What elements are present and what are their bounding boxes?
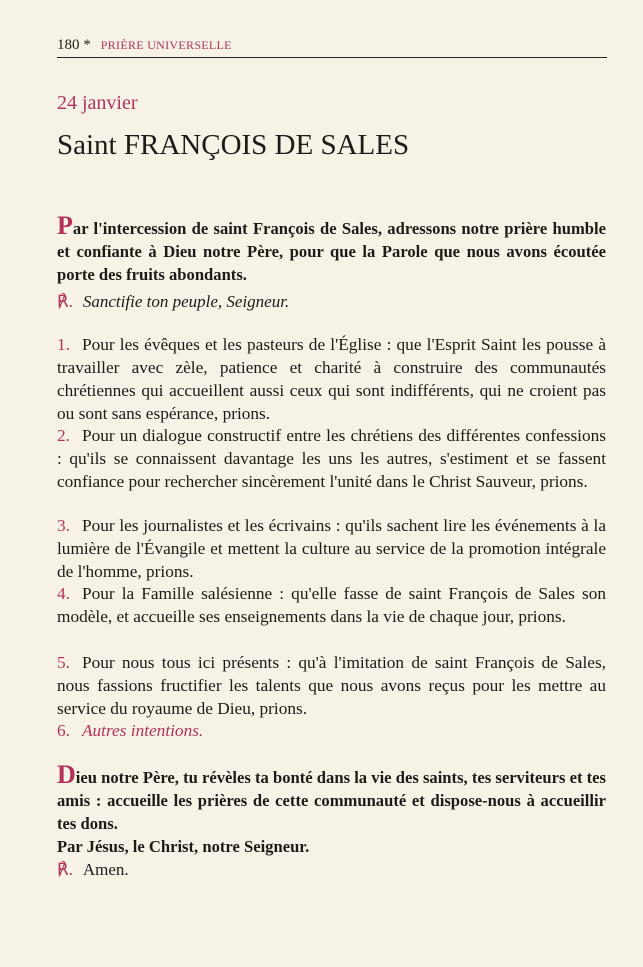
intention-number: 6. (57, 721, 70, 740)
intention-text: Pour les évêques et les pasteurs de l'Église : que l'Esprit Saint les pousse à travailler avec zèle, patience et charité à construire des communautés chrétiennes qui accueillent aussi ceux qui sont indifférents, qui ne croient pas ou sont sans espérance, prions. (57, 335, 606, 423)
refrain (57, 290, 606, 313)
running-header (57, 36, 607, 54)
response-symbol: ℟. (57, 292, 73, 311)
section-title: PRIÈRE UNIVERSELLE (100, 38, 232, 52)
header-rule (57, 57, 607, 58)
intro-initial: P (57, 211, 73, 240)
page-number: 180 * (57, 37, 91, 53)
concluding-prayer (57, 760, 606, 858)
intention-1 (57, 333, 606, 425)
intention-text: Pour la Famille salésienne : qu'elle fasse de saint François de Sales son modèle, et accueille ses enseignements dans la vie de chaque jour, prions. (57, 584, 606, 626)
intention-number: 4. (57, 584, 70, 603)
intention-3 (57, 514, 606, 583)
conclusion-ending: Par Jésus, le Christ, notre Seigneur. (57, 837, 310, 856)
conclusion-text: ieu notre Père, tu révèles ta bonté dans la vie des saints, tes serviteurs et tes amis : accueille les prières de cette communauté et dispose-nous à accueillir tes dons. (57, 768, 606, 833)
final-response (57, 858, 606, 881)
intention-text: Pour les journalistes et les écrivains : qu'ils sachent lire les événements à la lumière de l'Évangile et mettent la culture au service de la promotion intégrale de l'homme, prions. (57, 516, 606, 581)
intention-number: 1. (57, 335, 70, 354)
intention-5 (57, 651, 606, 720)
intention-text: Autres intentions. (81, 721, 204, 740)
intention-2 (57, 424, 606, 493)
intention-6 (57, 719, 606, 742)
conclusion-initial: D (57, 760, 76, 789)
intention-text: Pour nous tous ici présents : qu'à l'imitation de saint François de Sales, nous fassions fructifier les talents que nous avons reçus pour les mettre au service du royaume de Dieu, prions. (57, 653, 606, 718)
amen-text: Amen. (82, 860, 129, 879)
refrain-text: Sanctifie ton peuple, Seigneur. (82, 292, 290, 311)
intention-4 (57, 582, 606, 628)
saint-title: Saint FRANÇOIS DE SALES (57, 129, 410, 161)
intention-number: 5. (57, 653, 70, 672)
intention-number: 3. (57, 516, 70, 535)
intro-text: ar l'intercession de saint François de Sales, adressons notre prière humble et confiante à Dieu notre Père, pour que la Parole que nous avons écoutée porte des fruits abondants. (57, 219, 606, 284)
response-symbol: ℟. (57, 860, 73, 879)
intention-number: 2. (57, 426, 70, 445)
feast-date: 24 janvier (57, 92, 138, 114)
introduction-paragraph (57, 211, 606, 286)
intention-text: Pour un dialogue constructif entre les chrétiens des différentes confessions : qu'ils se connaissent davantage les uns les autres, s'estiment et se fassent confiance pour rechercher sincèrement l'unité dans le Christ Sauveur, prions. (57, 426, 606, 491)
